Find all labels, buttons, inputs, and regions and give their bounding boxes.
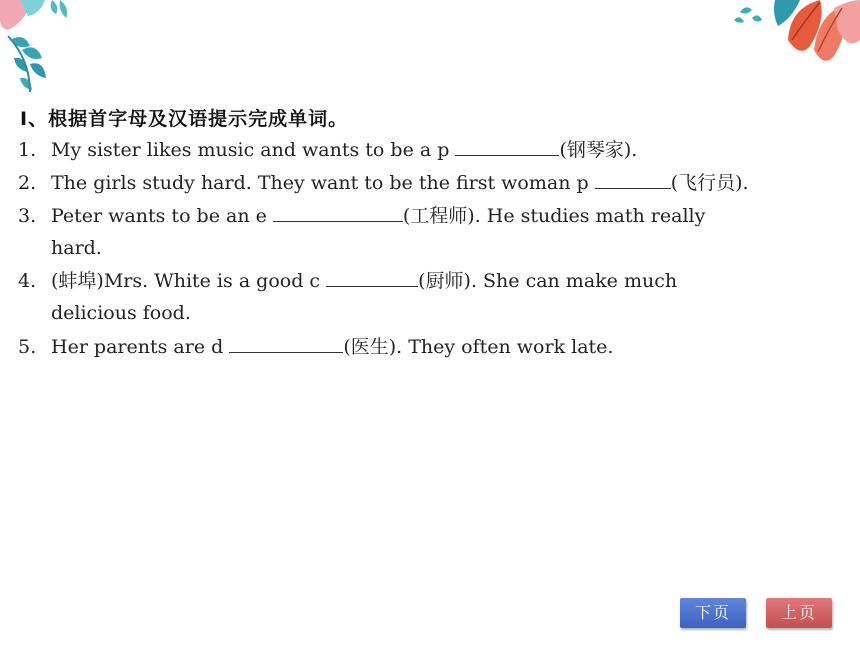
flower-decoration-icon [730, 0, 860, 75]
question-3 [18, 199, 822, 233]
question-hint: (厨师). She can make much [418, 270, 678, 292]
exercise-heading: Ⅰ、根据首字母及汉语提示完成单词。 [20, 108, 349, 130]
question-number: 5. [18, 336, 37, 358]
question-text: Her parents are d [51, 336, 224, 358]
question-4 [18, 264, 822, 298]
answer-blank[interactable] [455, 133, 559, 156]
question-1 [18, 133, 822, 167]
answer-blank[interactable] [273, 199, 403, 222]
leaf-decoration-icon [0, 0, 90, 95]
answer-blank[interactable] [326, 264, 418, 287]
question-text: Peter wants to be an e [51, 205, 267, 227]
next-page-button[interactable]: 下页 [680, 598, 746, 628]
question-5 [18, 330, 822, 364]
question-text: My sister likes music and wants to be a p [51, 139, 450, 161]
question-hint: (医生). They often work late. [343, 336, 614, 358]
question-number: 4. [18, 270, 37, 292]
question-hint: (飞行员). [670, 172, 749, 194]
question-number: 3. [18, 205, 37, 227]
question-number: 1. [18, 139, 37, 161]
question-text: (蚌埠)Mrs. White is a good c [51, 270, 321, 292]
answer-blank[interactable] [229, 330, 343, 353]
question-text: The girls study hard. They want to be the first woman p [51, 172, 589, 194]
question-4-continuation: delicious food. [51, 302, 191, 324]
previous-page-button[interactable]: 上页 [766, 598, 832, 628]
question-number: 2. [18, 172, 37, 194]
question-3-continuation: hard. [51, 237, 102, 259]
question-hint: (工程师). He studies math really [402, 205, 706, 227]
question-2 [18, 166, 822, 200]
question-hint: (钢琴家). [559, 139, 638, 161]
answer-blank[interactable] [595, 166, 671, 189]
